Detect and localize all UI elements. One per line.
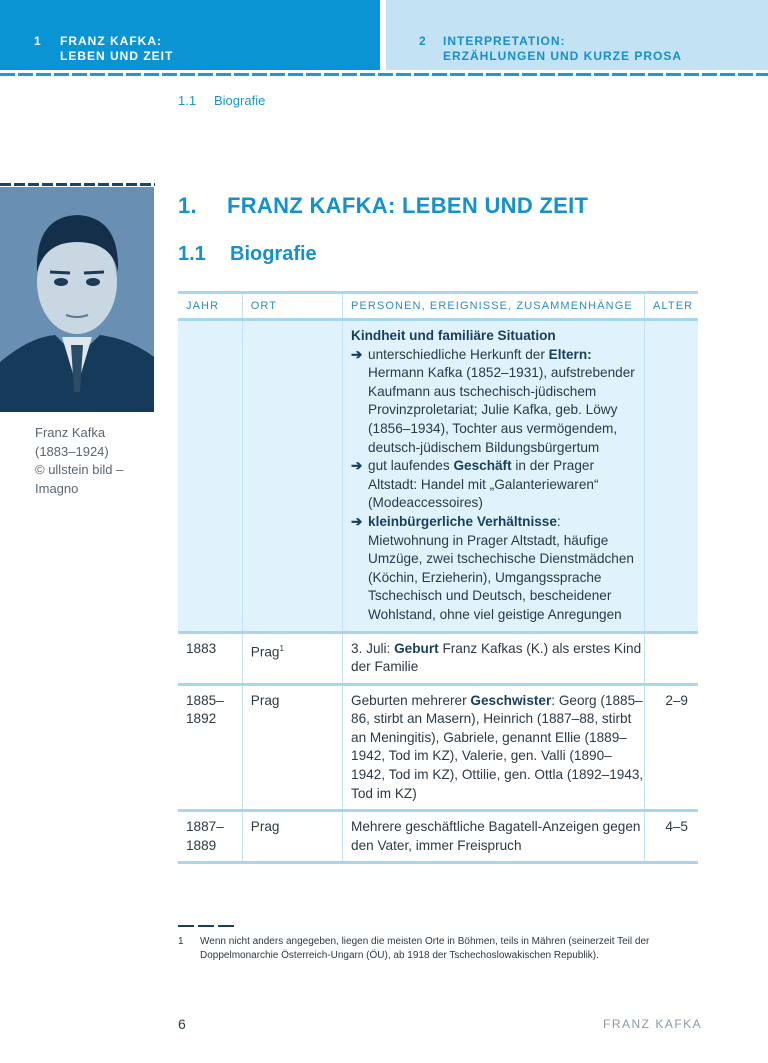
cell-age <box>645 632 698 684</box>
section-title: 1.1 Biografie <box>178 243 317 265</box>
tab-number: 2 <box>419 34 427 48</box>
running-header: 1.1 Biografie <box>178 93 266 108</box>
table-row <box>178 811 698 863</box>
cell-place: Prag <box>242 811 342 863</box>
photo-caption: Franz Kafka (1883–1924) © ullstein bild – Imagno <box>35 425 124 496</box>
tab-number: 1 <box>34 34 42 48</box>
col-header-place: ORT <box>242 293 342 320</box>
header-dashed-rule <box>0 73 768 76</box>
table-row <box>178 632 698 684</box>
col-header-age: ALTER <box>645 293 698 320</box>
footnote: 1 Wenn nicht anders angegeben, liegen die meisten Orte in Böhmen, teils in Mähren (seinerzeit Teil der Doppelmonarchie Österreich-Ungarn (ÖU), ab 1918 der Tschechoslowakischen Republik). <box>178 936 650 961</box>
chapter-title: 1. FRANZ KAFKA: LEBEN UND ZEIT <box>178 193 589 218</box>
cell-age: 2–9 <box>645 684 698 811</box>
arrow-right-icon: ➔ <box>351 458 363 474</box>
intro-bullets <box>351 346 644 625</box>
biography-table <box>178 291 698 864</box>
cell-year: 1887– 1889 <box>178 811 242 863</box>
chapter-tab-1[interactable] <box>0 0 380 70</box>
list-item: ➔ kleinbürgerliche Verhältnisse: Mietwohnung in Prager Altstadt, häufige Umzüge, zwei tschechische Dienstmädchen (Köchin, Erzieherin), Umgangssprache Tschechisch und Deutsch, bescheidener Wohlstand, ohne viel geistige Anregungen <box>351 513 634 622</box>
list-item: ➔ gut laufendes Geschäft in der Prager Altstadt: Handel mit „Galanteriewaren“ (Modeaccessoires) <box>351 458 599 511</box>
page-number: 6 <box>178 1016 186 1032</box>
portrait-icon <box>0 187 154 412</box>
footer-title: FRANZ KAFKA <box>603 1017 703 1031</box>
cell-event: Mehrere geschäftliche Bagatell-Anzeigen gegen den Vater, immer Freispruch <box>343 811 645 863</box>
cell-year: 1883 <box>178 632 242 684</box>
cell-year: 1885– 1892 <box>178 684 242 811</box>
cell-place: Prag$^1$ <box>242 632 342 684</box>
tab-label: FRANZ KAFKA: LEBEN UND ZEIT <box>60 34 174 63</box>
chapter-tab-2[interactable] <box>386 0 768 70</box>
tab-label: INTERPRETATION: ERZÄHLUNGEN UND KURZE PROSA <box>443 34 683 63</box>
cell-place: Prag <box>242 684 342 811</box>
intro-heading: Kindheit und familiäre Situation <box>351 328 556 343</box>
cell-age: 4–5 <box>645 811 698 863</box>
footnote-rule <box>178 925 234 927</box>
cell-event: Geburten mehrerer Geschwister: Georg (1885–86, stirbt an Masern), Heinrich (1887–88, stirbt an Meningitis), Gabriele, genannt Ellie (1889–1942, Tod im KZ), Valerie, gen. Valli (1890–1942, Tod im KZ), Ottilie, gen. Ottla (1892–1943, Tod im KZ) <box>343 684 645 811</box>
portrait-photo <box>0 187 154 412</box>
cell-event: 3. Juli: Geburt Franz Kafkas (K.) als erstes Kind der Familie <box>343 632 645 684</box>
table-header-row <box>178 293 698 320</box>
col-header-year: JAHR <box>178 293 242 320</box>
list-item: ➔ unterschiedliche Herkunft der Eltern: Hermann Kafka (1852–1931), aufstrebender Kaufmann aus tschechisch-jüdischem Provinzproletariat; Julie Kafka, geb. Löwy (1856–1934), Tochter aus vermögendem, deutsch-jüdischem Bildungsbürgertum <box>351 346 635 455</box>
sidebar-dashed-rule <box>0 183 155 186</box>
col-header-events: PERSONEN, EREIGNISSE, ZUSAMMENHÄNGE <box>343 293 645 320</box>
arrow-right-icon: ➔ <box>351 513 363 529</box>
table-row <box>178 684 698 811</box>
footnote-ref[interactable]: 1 <box>279 643 284 653</box>
arrow-right-icon: ➔ <box>351 346 363 362</box>
table-row-intro <box>178 320 698 633</box>
